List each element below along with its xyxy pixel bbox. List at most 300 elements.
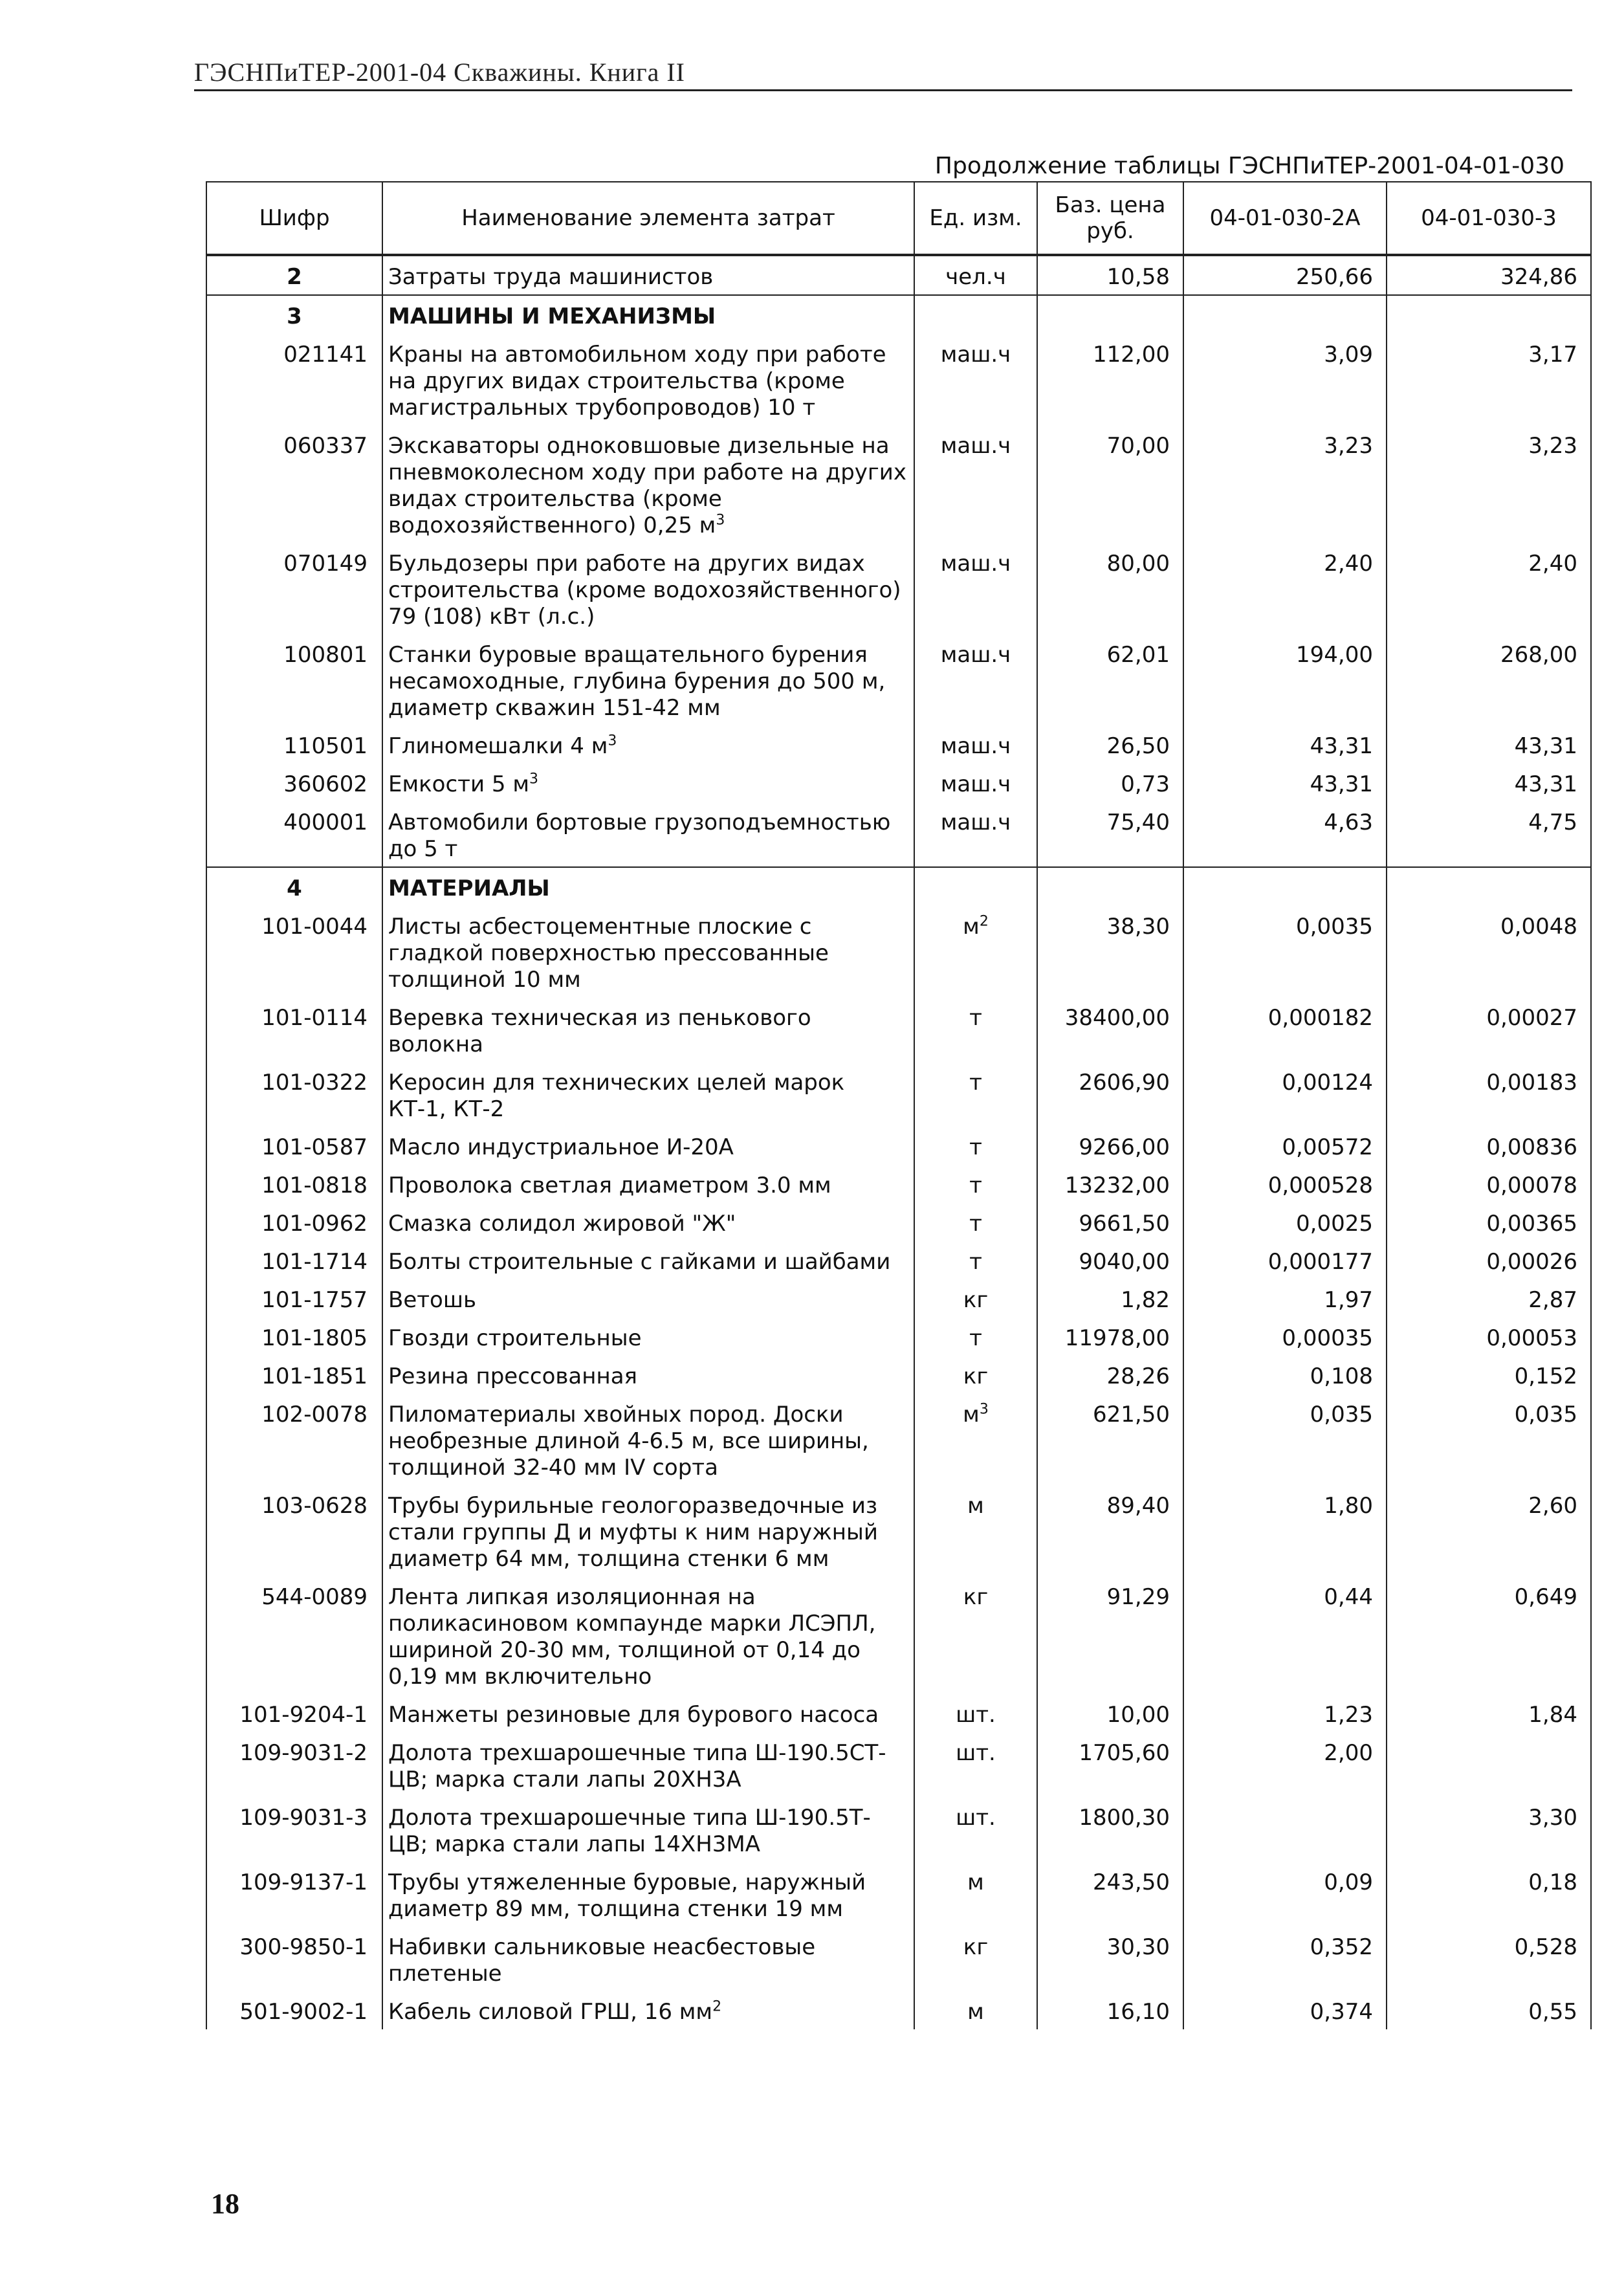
section-row bbox=[206, 867, 1591, 906]
norm-2a-cell-text: 0,44 bbox=[1324, 1584, 1373, 1610]
price-cell-text: 91,29 bbox=[1106, 1584, 1170, 1610]
table-row bbox=[206, 1356, 1591, 1394]
norm-2a-cell bbox=[1183, 425, 1387, 543]
unit-cell bbox=[914, 1862, 1037, 1926]
code-cell bbox=[206, 1127, 382, 1165]
cost-table bbox=[206, 181, 1592, 2029]
price-cell bbox=[1037, 1165, 1183, 1203]
norm-2a-cell bbox=[1183, 997, 1387, 1062]
name-cell-text: Пиломатериалы хвойных пород. Доски необрезные длиной 4-6.5 м, все ширины, толщиной 32-40 мм IV сорта bbox=[388, 1402, 869, 1481]
price-cell-text: 28,26 bbox=[1106, 1363, 1170, 1389]
price-cell bbox=[1037, 1732, 1183, 1797]
norm-3-cell bbox=[1387, 255, 1591, 295]
code-cell bbox=[206, 1797, 382, 1862]
code-cell-text: 060337 bbox=[283, 433, 368, 459]
norm-2a-cell bbox=[1183, 295, 1387, 334]
norm-2a-cell-text: 2,00 bbox=[1324, 1740, 1373, 1766]
table-caption: Продолжение таблицы ГЭСНПиТЕР-2001-04-01-030 bbox=[934, 153, 1564, 179]
price-cell bbox=[1037, 997, 1183, 1062]
name-cell-text: Веревка техническая из пенькового волокна bbox=[388, 1005, 811, 1057]
header-price: Баз. цена руб. bbox=[1037, 182, 1183, 255]
header-name: Наименование элемента затрат bbox=[382, 182, 914, 255]
running-head: ГЭСНПиТЕР-2001-04 Скважины. Книга II bbox=[194, 58, 685, 87]
name-cell bbox=[382, 1356, 914, 1394]
price-cell-text: 112,00 bbox=[1093, 342, 1170, 368]
table-row bbox=[206, 634, 1591, 725]
name-cell bbox=[382, 1797, 914, 1862]
code-cell-text: 102-0078 bbox=[261, 1402, 368, 1428]
norm-3-cell-text: 0,035 bbox=[1514, 1402, 1577, 1428]
unit-cell bbox=[914, 1926, 1037, 1991]
name-cell bbox=[382, 543, 914, 634]
norm-3-cell bbox=[1387, 1318, 1591, 1356]
code-cell bbox=[206, 1732, 382, 1797]
price-cell-text: 243,50 bbox=[1093, 1869, 1170, 1895]
name-cell-text: Глиномешалки 4 м bbox=[388, 733, 608, 759]
norm-3-cell bbox=[1387, 764, 1591, 802]
code-cell-text: 100801 bbox=[283, 642, 368, 668]
norm-3-cell-text: 4,75 bbox=[1528, 810, 1577, 835]
norm-2a-cell bbox=[1183, 1356, 1387, 1394]
code-cell bbox=[206, 543, 382, 634]
header-norm-3: 04-01-030-3 bbox=[1387, 182, 1591, 255]
table-row bbox=[206, 906, 1591, 997]
unit-cell-text: м bbox=[963, 914, 980, 940]
norm-2a-cell-text: 43,31 bbox=[1310, 771, 1373, 797]
norm-3-cell-text: 0,00027 bbox=[1486, 1005, 1577, 1031]
price-cell-text: 38400,00 bbox=[1064, 1005, 1170, 1031]
norm-3-cell-text: 3,17 bbox=[1528, 342, 1577, 368]
table-row bbox=[206, 1394, 1591, 1485]
table-row bbox=[206, 1241, 1591, 1279]
norm-2a-cell-text: 0,0035 bbox=[1296, 914, 1373, 940]
unit-cell bbox=[914, 1694, 1037, 1732]
price-cell-text: 10,00 bbox=[1106, 1702, 1170, 1728]
norm-3-cell-text: 0,00836 bbox=[1486, 1134, 1577, 1160]
code-cell-text: 101-9204-1 bbox=[239, 1702, 368, 1728]
code-cell bbox=[206, 634, 382, 725]
name-cell bbox=[382, 1318, 914, 1356]
norm-2a-cell-text: 0,374 bbox=[1310, 1999, 1373, 2025]
norm-2a-cell-text: 2,40 bbox=[1324, 551, 1373, 577]
price-cell bbox=[1037, 1485, 1183, 1576]
norm-3-cell bbox=[1387, 1394, 1591, 1485]
name-cell-text: Болты строительные с гайками и шайбами bbox=[388, 1249, 891, 1275]
price-cell bbox=[1037, 1862, 1183, 1926]
code-cell bbox=[206, 725, 382, 764]
name-cell bbox=[382, 997, 914, 1062]
table-row bbox=[206, 1991, 1591, 2029]
unit-cell bbox=[914, 634, 1037, 725]
name-cell-text: Лента липкая изоляционная на поликасиновом компаунде марки ЛСЭПЛ, шириной 20-30 мм, толщиной от 0,14 до 0,19 мм включительно bbox=[388, 1584, 876, 1690]
unit-cell-text: шт. bbox=[956, 1702, 996, 1728]
unit-cell bbox=[914, 906, 1037, 997]
name-cell-text: Манжеты резиновые для бурового насоса bbox=[388, 1702, 879, 1728]
unit-cell-text: т bbox=[969, 1249, 982, 1275]
unit-cell-superscript: 2 bbox=[979, 913, 989, 930]
price-cell-text: 16,10 bbox=[1106, 1999, 1170, 2025]
name-cell bbox=[382, 1991, 914, 2029]
price-cell bbox=[1037, 543, 1183, 634]
norm-2a-cell-text: 194,00 bbox=[1296, 642, 1373, 668]
code-cell bbox=[206, 1991, 382, 2029]
table-row bbox=[206, 997, 1591, 1062]
code-cell-text: 109-9137-1 bbox=[239, 1869, 368, 1895]
norm-2a-cell bbox=[1183, 634, 1387, 725]
norm-3-cell-text: 0,00078 bbox=[1486, 1173, 1577, 1198]
unit-cell bbox=[914, 295, 1037, 334]
price-cell-text: 70,00 bbox=[1106, 433, 1170, 459]
norm-3-cell bbox=[1387, 1279, 1591, 1318]
norm-3-cell bbox=[1387, 634, 1591, 725]
norm-3-cell bbox=[1387, 867, 1591, 906]
name-cell bbox=[382, 1279, 914, 1318]
code-cell-text: 109-9031-3 bbox=[239, 1805, 368, 1831]
code-cell-text: 109-9031-2 bbox=[239, 1740, 368, 1766]
norm-3-cell bbox=[1387, 1797, 1591, 1862]
price-cell bbox=[1037, 867, 1183, 906]
norm-2a-cell bbox=[1183, 1241, 1387, 1279]
table-row bbox=[206, 1203, 1591, 1241]
name-cell bbox=[382, 255, 914, 295]
unit-cell-text: шт. bbox=[956, 1740, 996, 1766]
unit-cell-text: т bbox=[969, 1173, 982, 1198]
code-cell bbox=[206, 1356, 382, 1394]
unit-cell bbox=[914, 1127, 1037, 1165]
norm-2a-cell bbox=[1183, 543, 1387, 634]
norm-2a-cell bbox=[1183, 1203, 1387, 1241]
price-cell-text: 11978,00 bbox=[1064, 1325, 1170, 1351]
norm-2a-cell bbox=[1183, 1279, 1387, 1318]
norm-2a-cell bbox=[1183, 1732, 1387, 1797]
unit-cell bbox=[914, 1394, 1037, 1485]
name-cell bbox=[382, 725, 914, 764]
code-cell-text: 101-0587 bbox=[261, 1134, 368, 1160]
unit-cell bbox=[914, 1165, 1037, 1203]
price-cell bbox=[1037, 1203, 1183, 1241]
table-row bbox=[206, 1862, 1591, 1926]
code-cell-text: 103-0628 bbox=[261, 1493, 368, 1519]
norm-2a-cell-text: 0,000177 bbox=[1267, 1249, 1373, 1275]
unit-cell-text: м bbox=[967, 1869, 984, 1895]
norm-3-cell-text: 2,87 bbox=[1528, 1287, 1577, 1313]
norm-3-cell bbox=[1387, 1127, 1591, 1165]
norm-2a-cell bbox=[1183, 1862, 1387, 1926]
price-cell-text: 9661,50 bbox=[1079, 1211, 1170, 1237]
price-cell-text: 89,40 bbox=[1106, 1493, 1170, 1519]
norm-2a-cell bbox=[1183, 802, 1387, 867]
name-cell-text: Долота трехшарошечные типа Ш-190.5СТ-ЦВ; марка стали лапы 20ХН3А bbox=[388, 1740, 886, 1792]
page-number: 18 bbox=[211, 2188, 239, 2220]
code-cell-text: 101-0818 bbox=[261, 1173, 368, 1198]
code-cell-text: 101-1851 bbox=[261, 1363, 368, 1389]
table-row bbox=[206, 255, 1591, 295]
price-cell bbox=[1037, 1318, 1183, 1356]
price-cell-text: 2606,90 bbox=[1079, 1070, 1170, 1096]
table-row bbox=[206, 1694, 1591, 1732]
norm-2a-cell-text: 1,97 bbox=[1324, 1287, 1373, 1313]
norm-2a-cell bbox=[1183, 1062, 1387, 1127]
norm-3-cell bbox=[1387, 1926, 1591, 1991]
norm-2a-cell bbox=[1183, 1991, 1387, 2029]
norm-2a-cell bbox=[1183, 725, 1387, 764]
header-rule bbox=[194, 89, 1572, 91]
unit-cell bbox=[914, 997, 1037, 1062]
norm-2a-cell bbox=[1183, 1576, 1387, 1694]
norm-3-cell-text: 0,0048 bbox=[1500, 914, 1577, 940]
norm-2a-cell bbox=[1183, 334, 1387, 425]
unit-cell-text: маш.ч bbox=[940, 342, 1011, 368]
price-cell-text: 10,58 bbox=[1106, 264, 1170, 290]
unit-cell bbox=[914, 1797, 1037, 1862]
norm-3-cell bbox=[1387, 997, 1591, 1062]
table-container bbox=[206, 181, 1577, 2110]
code-cell-text: 400001 bbox=[283, 810, 368, 835]
unit-cell bbox=[914, 1485, 1037, 1576]
table-row bbox=[206, 543, 1591, 634]
norm-3-cell bbox=[1387, 802, 1591, 867]
table-row bbox=[206, 425, 1591, 543]
name-cell bbox=[382, 1862, 914, 1926]
name-cell-text: Автомобили бортовые грузоподъемностью до 5 т bbox=[388, 810, 891, 862]
code-cell bbox=[206, 1279, 382, 1318]
norm-3-cell-text: 268,00 bbox=[1500, 642, 1577, 668]
name-cell bbox=[382, 802, 914, 867]
unit-cell-text: шт. bbox=[956, 1805, 996, 1831]
unit-cell bbox=[914, 1279, 1037, 1318]
norm-2a-cell-text: 1,80 bbox=[1324, 1493, 1373, 1519]
norm-2a-cell-text: 43,31 bbox=[1310, 733, 1373, 759]
norm-2a-cell bbox=[1183, 1485, 1387, 1576]
code-cell bbox=[206, 906, 382, 997]
header-row bbox=[206, 182, 1591, 255]
section-number-text: 4 bbox=[287, 876, 302, 901]
code-cell bbox=[206, 1394, 382, 1485]
code-cell bbox=[206, 1694, 382, 1732]
price-cell-text: 13232,00 bbox=[1064, 1173, 1170, 1198]
unit-cell-text: кг bbox=[963, 1584, 989, 1610]
norm-3-cell bbox=[1387, 334, 1591, 425]
unit-cell bbox=[914, 543, 1037, 634]
norm-2a-cell-text: 0,035 bbox=[1310, 1402, 1373, 1428]
norm-3-cell bbox=[1387, 1203, 1591, 1241]
table-row bbox=[206, 1926, 1591, 1991]
norm-2a-cell bbox=[1183, 1694, 1387, 1732]
price-cell-text: 9040,00 bbox=[1079, 1249, 1170, 1275]
unit-cell-text: м bbox=[963, 1402, 980, 1428]
code-cell-text: 101-0114 bbox=[261, 1005, 368, 1031]
norm-3-cell bbox=[1387, 425, 1591, 543]
unit-cell-text: м bbox=[967, 1999, 984, 2025]
section-title-text: МАТЕРИАЛЫ bbox=[388, 876, 550, 901]
norm-2a-cell-text: 0,09 bbox=[1324, 1869, 1373, 1895]
name-cell bbox=[382, 1241, 914, 1279]
norm-3-cell bbox=[1387, 1991, 1591, 2029]
norm-2a-cell-text: 1,23 bbox=[1324, 1702, 1373, 1728]
price-cell bbox=[1037, 1797, 1183, 1862]
name-cell bbox=[382, 1732, 914, 1797]
name-cell bbox=[382, 1127, 914, 1165]
unit-cell bbox=[914, 1356, 1037, 1394]
code-cell-text: 101-0322 bbox=[261, 1070, 368, 1096]
norm-3-cell bbox=[1387, 1732, 1591, 1797]
code-cell bbox=[206, 1203, 382, 1241]
code-cell-text: 101-1757 bbox=[261, 1287, 368, 1313]
name-cell-text: Резина прессованная bbox=[388, 1363, 638, 1389]
section-title bbox=[382, 867, 914, 906]
name-cell-text: Ветошь bbox=[388, 1287, 476, 1313]
unit-cell bbox=[914, 1241, 1037, 1279]
table-row bbox=[206, 1797, 1591, 1862]
name-cell-text: Трубы утяжеленные буровые, наружный диаметр 89 мм, толщина стенки 19 мм bbox=[388, 1869, 866, 1922]
price-cell-text: 62,01 bbox=[1106, 642, 1170, 668]
norm-3-cell bbox=[1387, 1576, 1591, 1694]
code-cell-text: 501-9002-1 bbox=[239, 1999, 368, 2025]
name-cell bbox=[382, 1694, 914, 1732]
table-row bbox=[206, 1165, 1591, 1203]
table-row bbox=[206, 1279, 1591, 1318]
norm-3-cell-text: 43,31 bbox=[1514, 733, 1577, 759]
price-cell bbox=[1037, 906, 1183, 997]
norm-3-cell-text: 0,55 bbox=[1528, 1999, 1577, 2025]
name-cell-superscript: 3 bbox=[529, 771, 538, 788]
code-cell bbox=[206, 802, 382, 867]
price-cell bbox=[1037, 295, 1183, 334]
code-cell bbox=[206, 425, 382, 543]
norm-2a-cell bbox=[1183, 1127, 1387, 1165]
name-cell-text: Керосин для технических целей марок КТ-1, КТ-2 bbox=[388, 1070, 845, 1122]
norm-3-cell-text: 0,18 bbox=[1528, 1869, 1577, 1895]
price-cell-text: 26,50 bbox=[1106, 733, 1170, 759]
norm-3-cell-text: 324,86 bbox=[1500, 264, 1577, 290]
norm-2a-cell-text: 0,000182 bbox=[1267, 1005, 1373, 1031]
table-row bbox=[206, 1485, 1591, 1576]
name-cell-text: Масло индустриальное И-20А bbox=[388, 1134, 734, 1160]
name-cell bbox=[382, 1576, 914, 1694]
table-row bbox=[206, 1576, 1591, 1694]
price-cell bbox=[1037, 334, 1183, 425]
code-cell-text: 101-1805 bbox=[261, 1325, 368, 1351]
norm-2a-cell-text: 0,00124 bbox=[1282, 1070, 1373, 1096]
norm-3-cell bbox=[1387, 906, 1591, 997]
norm-3-cell bbox=[1387, 1356, 1591, 1394]
unit-cell-text: маш.ч bbox=[940, 733, 1011, 759]
price-cell bbox=[1037, 1394, 1183, 1485]
code-cell-text: 544-0089 bbox=[261, 1584, 368, 1610]
code-cell bbox=[206, 997, 382, 1062]
unit-cell-text: кг bbox=[963, 1287, 989, 1313]
norm-2a-cell-text: 250,66 bbox=[1296, 264, 1373, 290]
norm-3-cell-text: 0,00026 bbox=[1486, 1249, 1577, 1275]
norm-3-cell-text: 1,84 bbox=[1528, 1702, 1577, 1728]
norm-2a-cell-text: 3,23 bbox=[1324, 433, 1373, 459]
norm-3-cell-text: 0,00053 bbox=[1486, 1325, 1577, 1351]
price-cell bbox=[1037, 1926, 1183, 1991]
unit-cell bbox=[914, 764, 1037, 802]
price-cell-text: 0,73 bbox=[1121, 771, 1170, 797]
norm-2a-cell-text: 3,09 bbox=[1324, 342, 1373, 368]
price-cell bbox=[1037, 1356, 1183, 1394]
name-cell-text: Смазка солидол жировой "Ж" bbox=[388, 1211, 736, 1237]
price-cell-text: 1800,30 bbox=[1079, 1805, 1170, 1831]
norm-3-cell-text: 0,528 bbox=[1514, 1934, 1577, 1960]
name-cell-superscript: 2 bbox=[712, 1998, 722, 2015]
price-cell bbox=[1037, 1991, 1183, 2029]
unit-cell-text: маш.ч bbox=[940, 642, 1011, 668]
name-cell bbox=[382, 334, 914, 425]
norm-2a-cell-text: 0,108 bbox=[1310, 1363, 1373, 1389]
table-row bbox=[206, 1732, 1591, 1797]
header-code: Шифр bbox=[206, 182, 382, 255]
name-cell-superscript: 3 bbox=[608, 733, 617, 749]
norm-2a-cell bbox=[1183, 1165, 1387, 1203]
name-cell-text: Кабель силовой ГРШ, 16 мм bbox=[388, 1999, 713, 2025]
price-cell bbox=[1037, 1127, 1183, 1165]
code-cell-text: 101-1714 bbox=[261, 1249, 368, 1275]
name-cell bbox=[382, 1062, 914, 1127]
unit-cell bbox=[914, 1732, 1037, 1797]
code-cell bbox=[206, 1318, 382, 1356]
section-number bbox=[206, 867, 382, 906]
name-cell-text: Экскаваторы одноковшовые дизельные на пневмоколесном ходу при работе на других видах строительства (кроме водохозяйственного) 0,25 м bbox=[388, 433, 906, 538]
section-title-text: МАШИНЫ И МЕХАНИЗМЫ bbox=[388, 303, 716, 329]
unit-cell-text: маш.ч bbox=[940, 551, 1011, 577]
name-cell-text: Гвозди строительные bbox=[388, 1325, 642, 1351]
norm-3-cell-text: 43,31 bbox=[1514, 771, 1577, 797]
unit-cell bbox=[914, 1318, 1037, 1356]
code-cell-text: 021141 bbox=[283, 342, 368, 368]
code-cell bbox=[206, 764, 382, 802]
code-cell bbox=[206, 1926, 382, 1991]
price-cell-text: 38,30 bbox=[1106, 914, 1170, 940]
unit-cell-text: м bbox=[967, 1493, 984, 1519]
unit-cell bbox=[914, 867, 1037, 906]
price-cell bbox=[1037, 634, 1183, 725]
unit-cell-text: маш.ч bbox=[940, 771, 1011, 797]
unit-cell-text: т bbox=[969, 1325, 982, 1351]
norm-2a-cell-text: 0,352 bbox=[1310, 1934, 1373, 1960]
norm-3-cell-text: 0,152 bbox=[1514, 1363, 1577, 1389]
price-cell-text: 30,30 bbox=[1106, 1934, 1170, 1960]
unit-cell bbox=[914, 802, 1037, 867]
norm-2a-cell bbox=[1183, 764, 1387, 802]
price-cell-text: 9266,00 bbox=[1079, 1134, 1170, 1160]
name-cell bbox=[382, 764, 914, 802]
name-cell-text: Долота трехшарошечные типа Ш-190.5Т-ЦВ; марка стали лапы 14ХН3МА bbox=[388, 1805, 871, 1857]
price-cell-text: 80,00 bbox=[1106, 551, 1170, 577]
code-cell bbox=[206, 1862, 382, 1926]
norm-2a-cell bbox=[1183, 1926, 1387, 1991]
unit-cell-text: кг bbox=[963, 1363, 989, 1389]
unit-cell bbox=[914, 725, 1037, 764]
code-cell bbox=[206, 1576, 382, 1694]
norm-3-cell bbox=[1387, 1241, 1591, 1279]
norm-2a-cell bbox=[1183, 1318, 1387, 1356]
norm-3-cell bbox=[1387, 1485, 1591, 1576]
unit-cell-text: т bbox=[969, 1005, 982, 1031]
code-cell bbox=[206, 1165, 382, 1203]
price-cell bbox=[1037, 802, 1183, 867]
unit-cell-text: маш.ч bbox=[940, 433, 1011, 459]
unit-cell bbox=[914, 425, 1037, 543]
norm-3-cell-text: 0,00365 bbox=[1486, 1211, 1577, 1237]
norm-3-cell-text: 3,30 bbox=[1528, 1805, 1577, 1831]
norm-2a-cell-text: 0,0025 bbox=[1296, 1211, 1373, 1237]
norm-2a-cell bbox=[1183, 1394, 1387, 1485]
name-cell-text: Набивки сальниковые неасбестовые плетеные bbox=[388, 1934, 816, 1987]
header-norm-2a: 04-01-030-2А bbox=[1183, 182, 1387, 255]
norm-3-cell bbox=[1387, 543, 1591, 634]
